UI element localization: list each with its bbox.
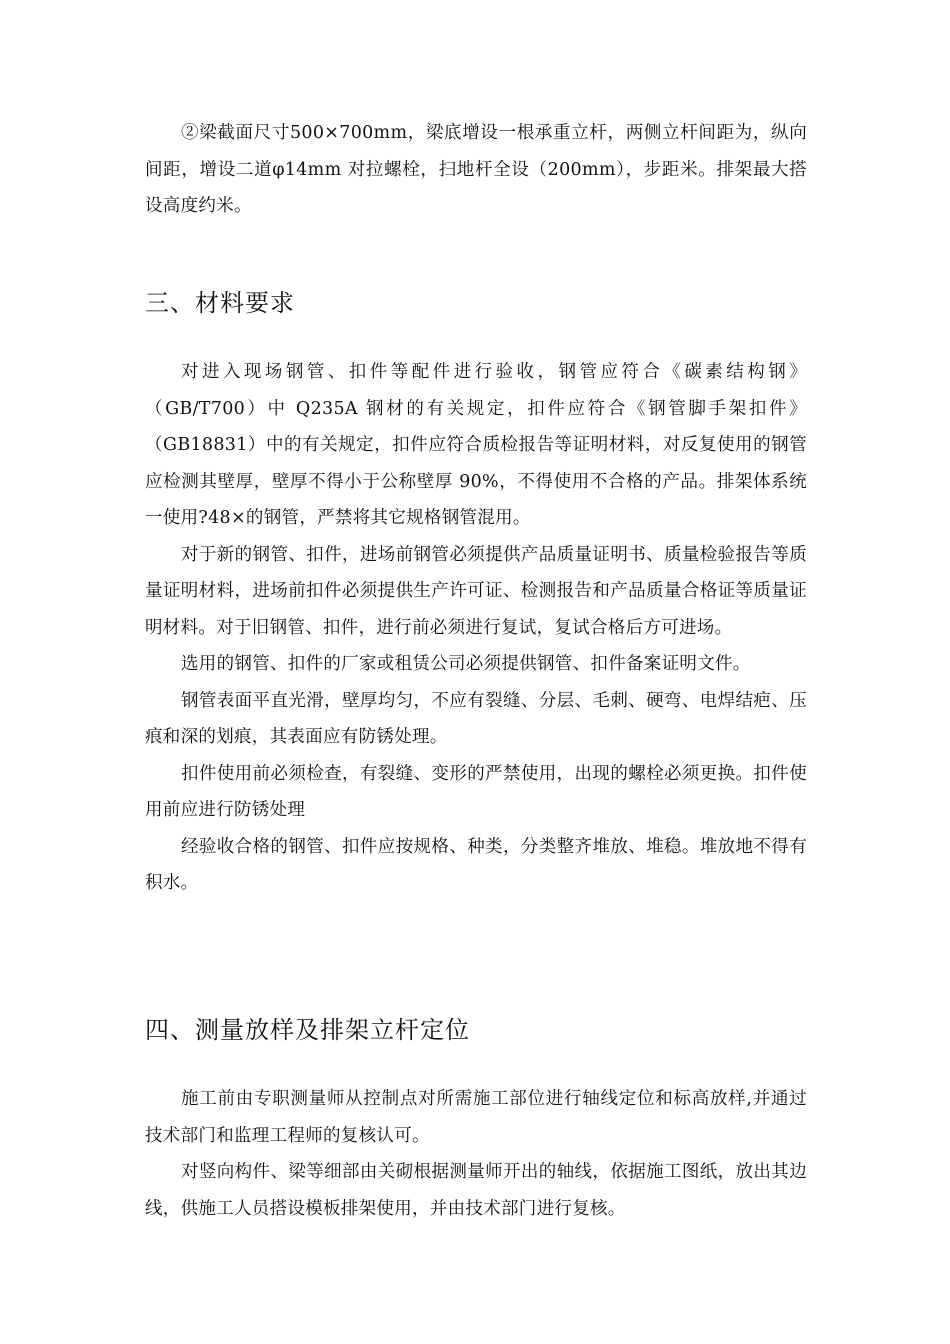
section-3-heading: 三、材料要求 — [145, 289, 295, 317]
section-3-paragraph-5: 扣件使用前必须检查，有裂缝、变形的严禁使用，出现的螺栓必须更换。扣件使用前应进行防锈处理 — [145, 763, 807, 820]
section-4-body — [145, 1081, 807, 1227]
section-3-paragraph-1: 对进入现场钢管、扣件等配件进行验收，钢管应符合《碳素结构钢》（GB/T700）中 Q235A 钢材的有关规定，扣件应符合《钢管脚手架扣件》（GB18831）中的有关规定，扣件应符合质检报告等证明材料，对反复使用的钢管应检测其壁厚，壁厚不得小于公称壁厚 90%，不得使用不合格的产品。排架体系统一使用?48×的钢管，严禁将其它规格钢管混用。 — [145, 362, 807, 528]
section-3-paragraph-2: 对于新的钢管、扣件，进场前钢管必须提供产品质量证明书、质量检验报告等质量证明材料，进场前扣件必须提供生产许可证、检测报告和产品质量合格证等质量证明材料。对于旧钢管、扣件，进行前必须进行复试，复试合格后方可进场。 — [145, 544, 807, 638]
section-3-paragraph-3: 选用的钢管、扣件的厂家或租赁公司必须提供钢管、扣件备案证明文件。 — [181, 654, 751, 674]
section-4-paragraph-1: 施工前由专职测量师从控制点对所需施工部位进行轴线定位和标高放样,并通过技术部门和监理工程师的复核认可。 — [145, 1089, 807, 1146]
section-4-heading: 四、测量放样及排架立杆定位 — [145, 1016, 470, 1044]
intro-block — [145, 115, 807, 225]
section-3-heading-block — [145, 286, 807, 320]
section-3-paragraph-4: 钢管表面平直光滑，壁厚均匀，不应有裂缝、分层、毛刺、硬弯、电焊结疤、压痕和深的划痕，其表面应有防锈处理。 — [145, 690, 807, 747]
intro-paragraph: ②梁截面尺寸500×700mm，梁底增设一根承重立杆，两侧立杆间距为，纵向间距，增设二道φ14mm 对拉螺栓，扫地杆全设（200mm），步距米。排架最大搭设高度约米。 — [145, 123, 807, 216]
section-3-body — [145, 354, 807, 902]
section-3-paragraph-6: 经验收合格的钢管、扣件应按规格、种类，分类整齐堆放、堆稳。堆放地不得有积水。 — [145, 836, 807, 893]
section-4-paragraph-2: 对竖向构件、梁等细部由关砌根据测量师开出的轴线，依据施工图纸，放出其边线，供施工人员搭设模板排架使用，并由技术部门进行复核。 — [145, 1162, 807, 1219]
section-4-heading-block — [145, 1013, 807, 1047]
